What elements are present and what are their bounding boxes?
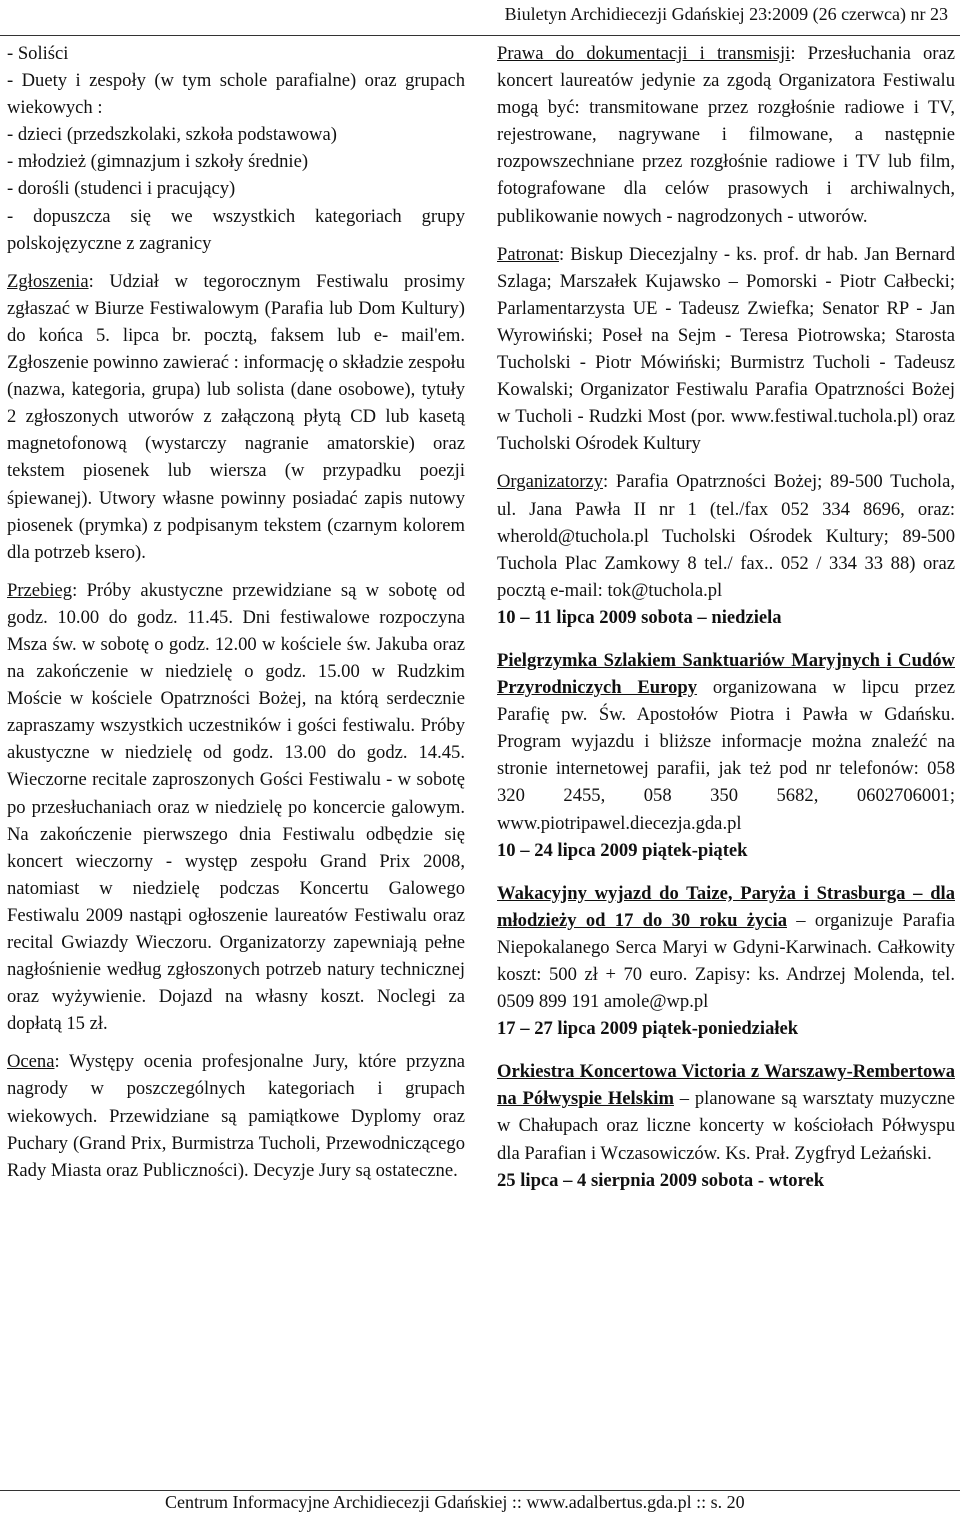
event-text: – planowane są warsztaty muzyczne w Chałupach oraz liczne koncerty w kościołach Półwyspu dla Parafian i Wczasowiczów. Ks. Prał. Zygfryd Leżański. xyxy=(497,1088,955,1164)
category-list-item: - młodzież (gimnazjum i szkoły średnie) xyxy=(7,151,309,173)
category-list-item: - Soliści xyxy=(7,43,69,64)
patronat-text: : Biskup Diecezjalny - ks. prof. dr hab. Jan Bernard Szlaga; Marszałek Kujawsko – Pomorski - Piotr Całbecki; Parlamentarzysta UE - Tadeusz Zwiefka; Senator RP - Jan Wyrowiński; Poseł na Sejm - Teresa Piotrowska; Starosta Tucholski - Piotr Mówiński; Burmistrz Tucholi - Tadeusz Kowalski; Organizator Festiwalu Parafia Opatrzności Bożej w Tucholi - Rudzki Most (por. www.festiwal.tuchola.pl) oraz Tucholski Ośrodek Kultury xyxy=(497,243,955,455)
ocena-paragraph xyxy=(7,1048,465,1183)
organizatorzy-label: Organizatorzy xyxy=(497,471,604,493)
right-column xyxy=(497,40,955,1194)
event-title: Orkiestra Koncertowa Victoria z Warszawy-Rembertowa na Półwyspie Helskim xyxy=(497,1061,955,1110)
patronat-paragraph xyxy=(497,241,955,458)
zgloszenia-label: Zgłoszenia xyxy=(7,270,89,292)
category-list-item: - dopuszcza się we wszystkich kategoriach grupy polskojęzyczne z zagranicy xyxy=(7,205,465,254)
event-date: 17 – 27 lipca 2009 piątek-poniedziałek xyxy=(497,1018,799,1040)
event-date: 10 – 24 lipca 2009 piątek-piątek xyxy=(497,839,748,861)
prawa-paragraph xyxy=(497,40,955,230)
footer-text: Centrum Informacyjne Archidiecezji Gdańskiej :: www.adalbertus.gda.pl :: s. 20 xyxy=(165,1492,745,1512)
event-title: Pielgrzymka Szlakiem Sanktuariów Maryjnych i Cudów Przyrodniczych Europy xyxy=(497,649,955,699)
prawa-label: Prawa do dokumentacji i transmisji xyxy=(497,43,791,64)
event-paragraph xyxy=(497,1058,955,1166)
page-header xyxy=(0,0,960,36)
organizatorzy-paragraph xyxy=(497,468,955,603)
organizatorzy-text: : Parafia Opatrzności Bożej; 89-500 Tuchola, ul. Jana Pawła II nr 1 (tel./fax 052 334 8696, oraz: wherold@tuchola.pl Tucholski Ośrodek Kultury; 89-500 Tuchola Plac Zamkowy 8 tel./ fax.. 052 / 334 33 88) oraz pocztą e-mail: tok@tuchola.pl xyxy=(497,471,955,601)
event-title: Wakacyjny wyjazd do Taize, Paryża i Strasburga – dla młodzieży od 17 do 30 roku życia xyxy=(497,882,955,931)
category-list-item: - dorośli (studenci i pracujący) xyxy=(7,178,236,200)
przebieg-paragraph xyxy=(7,577,465,1038)
event-text: – organizuje Parafia Niepokalanego Serca Maryi w Gdyni-Karwinach. Całkowity koszt: 500 zł + 70 euro. Zapisy: ks. Andrzej Molenda, tel. 0509 899 191 amole@wp.pl xyxy=(497,909,956,1013)
zgloszenia-paragraph xyxy=(7,268,465,566)
category-list-item: - dzieci (przedszkolaki, szkoła podstawowa) xyxy=(7,124,337,146)
page-footer xyxy=(0,1490,960,1516)
przebieg-text: : Próby akustyczne przewidziane są w sobotę od godz. 10.00 do godz. 11.45. Dni festiwalowe rozpoczyna Msza św. w sobotę o godz. 12.00 w kościele św. Jakuba oraz na zakończenie w niedzielę o godz. 15.00 w Rudzkim Moście w kościele Opatrzności Bożej, na którą serdecznie zapraszamy wszystkich uczestników i gości festiwalu. Próby akustyczne w niedzielę od godz. 13.00 do godz. 14.45. Wieczorne recitale zaproszonych Gości Festiwalu - w sobotę po przesłuchaniach oraz w niedzielę po koncercie galowym. Na zakończenie pierwszego dnia Festiwalu odbędzie się koncert wieczorny - występ zespołu Grand Prix 2008, natomiast w niedzielę podczas Koncertu Galowego Festiwalu 2009 nastąpi ogłoszenie laureatów Festiwalu oraz recital Gwiazdy Wieczoru. Organizatorzy zapewniają pełne nagłośnienie według zgłoszonych potrzeb natury technicznej oraz wyżywienie. Dojazd na własny koszt. Noclegi za dopłatą 15 zł. xyxy=(7,579,465,1035)
event-paragraph xyxy=(497,647,955,837)
ocena-text: : Występy ocenia profesjonalne Jury, które przyzna nagrody w poszczególnych kategoriach i grupach wiekowych. Przewidziane są pamiątkowe Dyplomy oraz Puchary (Grand Prix, Burmistrza Tucholi, Przewodniczącego Rady Miasta oraz Publiczności). Decyzje Jury są ostateczne. xyxy=(7,1051,465,1181)
ocena-label: Ocena xyxy=(7,1051,55,1073)
zgloszenia-text: : Udział w tegorocznym Festiwalu prosimy zgłaszać w Biurze Festiwalowym (Parafia lub Dom Kultury) do końca 5. lipca br. pocztą, faksem lub e- mail'em. Zgłoszenie powinno zawierać : informację o składzie zespołu (nazwa, kategoria, grupa) lub solista (dane osobowe), tytuły 2 zgłoszonych utworów z załączoną płytą CD lub kasetą magnetofonową (wystarczy nagranie amatorskie) oraz tekstem piosenek lub wiersza (w przypadku poezji śpiewanej). Utwory własne powinny posiadać zapis nutowy piosenek (prymka) z podpisanym tekstem (czarnym kolorem dla potrzeb ksero). xyxy=(7,270,465,563)
patronat-label: Patronat xyxy=(497,243,559,265)
event-date: 10 – 11 lipca 2009 sobota – niedziela xyxy=(497,606,782,628)
bulletin-title: Biuletyn Archidiecezji Gdańskiej 23:2009 (26 czerwca) nr 23 xyxy=(504,4,948,24)
event-paragraph xyxy=(497,880,955,1015)
event-date: 25 lipca – 4 sierpnia 2009 sobota - wtorek xyxy=(497,1169,825,1191)
prawa-text: : Przesłuchania oraz koncert laureatów jedynie za zgodą Organizatora Festiwalu mogą być: transmitowane przez rozgłośnie radiowe i TV, rejestrowane, nagrywane i filmowane, a następnie rozpowszechniane przez rozgłośnie radiowe i TV lub film, fotografowane dla celów prasowych i archiwalnych, publikowanie nowych - nagrodzonych - utworów. xyxy=(497,43,955,227)
category-list-item: - Duety i zespoły (w tym schole parafialne) oraz grupach wiekowych : xyxy=(7,70,465,119)
przebieg-label: Przebieg xyxy=(7,579,73,601)
event-text: organizowana w lipcu przez Parafię pw. Św. Apostołów Piotra i Pawła w Gdańsku. Program wyjazdu i bliższe informacje można znaleźć na stronie internetowej parafii, jak też pod nr telefonów: 058 320 2455, 058 350 5682, 0602706001; www.piotripawel.diecezja.gda.pl xyxy=(497,677,955,834)
left-column xyxy=(7,40,465,1184)
